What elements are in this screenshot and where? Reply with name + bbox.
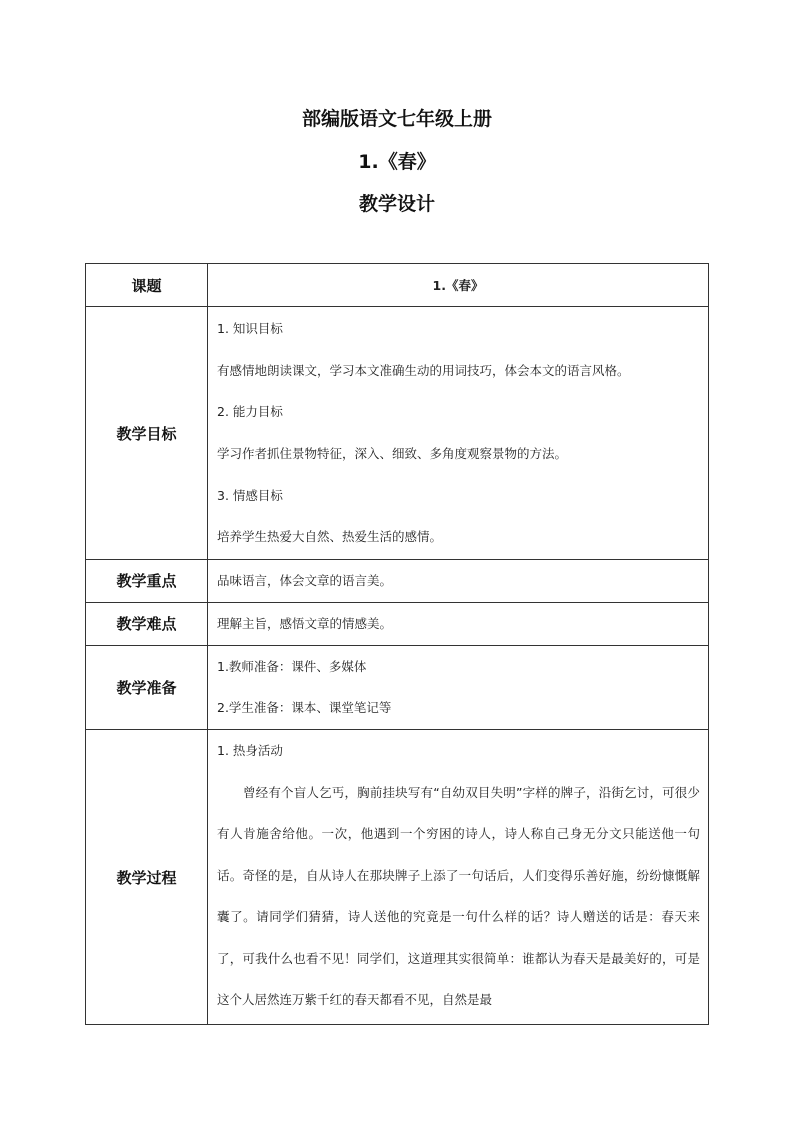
goals-cell xyxy=(208,307,709,560)
goal-text-emotion: 培养学生热爱大自然、热爱生活的感情。 xyxy=(217,529,443,545)
goal-heading-knowledge: 1. 知识目标 xyxy=(217,320,283,336)
preparation-student: 2.学生准备：课本、课堂笔记等 xyxy=(217,700,392,716)
process-heading: 1. 热身活动 xyxy=(217,743,283,759)
table-row-topic xyxy=(86,264,709,307)
preparation-teacher: 1.教师准备：课件、多媒体 xyxy=(217,658,367,674)
key-points-value: 品味语言，体会文章的语言美。 xyxy=(217,573,393,588)
table-row-preparation xyxy=(86,645,709,729)
goal-text-knowledge: 有感情地朗读课文，学习本文准确生动的用词技巧，体会本文的语言风格。 xyxy=(217,362,630,378)
goal-heading-emotion: 3. 情感目标 xyxy=(217,487,283,503)
key-points-label: 教学重点 xyxy=(86,560,208,603)
goal-heading-ability: 2. 能力目标 xyxy=(217,404,283,420)
goals-label: 教学目标 xyxy=(86,307,208,560)
goal-text-ability: 学习作者抓住景物特征，深入、细致、多角度观察景物的方法。 xyxy=(217,446,568,461)
table-row-goals xyxy=(86,307,709,560)
difficulties-label: 教学难点 xyxy=(86,602,208,645)
table-row-key-points xyxy=(86,560,709,603)
table-row-difficulties xyxy=(86,602,709,645)
difficulties-cell xyxy=(208,602,709,645)
process-label: 教学过程 xyxy=(86,730,208,1025)
difficulties-value: 理解主旨，感悟文章的情感美。 xyxy=(217,615,393,631)
preparation-label: 教学准备 xyxy=(86,645,208,729)
preparation-cell xyxy=(208,645,709,729)
table-row-process xyxy=(86,730,709,1025)
document-subtitle: 教学设计 xyxy=(358,193,435,215)
process-paragraph: 曾经有个盲人乞丐，胸前挂块写有“自幼双目失明”字样的牌子，沿街乞讨，可很少有人肯施舍给他。一次，他遇到一个穷困的诗人，诗人称自己身无分文只能送他一句话。奇怪的是，自从诗人在那块牌子上添了一句话后，人们变得乐善好施，纷纷慷慨解囊了。请同学们猜猜，诗人送他的究竟是一句什么样的话？诗人赠送的话是：春天来了，可我什么也看不见！同学们，这道理其实很简单：谁都认为春天是最美好的，可是这个人居然连万紫千红的春天都看不见，自然是最 xyxy=(217,784,700,1008)
topic-value: 1.《春》 xyxy=(208,264,709,307)
document-title: 部编版语文七年级上册 xyxy=(301,108,492,130)
lesson-title: 1.《春》 xyxy=(358,151,436,173)
process-cell xyxy=(208,730,709,1025)
topic-label: 课题 xyxy=(86,264,208,307)
key-points-cell xyxy=(208,560,709,603)
lesson-plan-table xyxy=(85,263,709,1025)
